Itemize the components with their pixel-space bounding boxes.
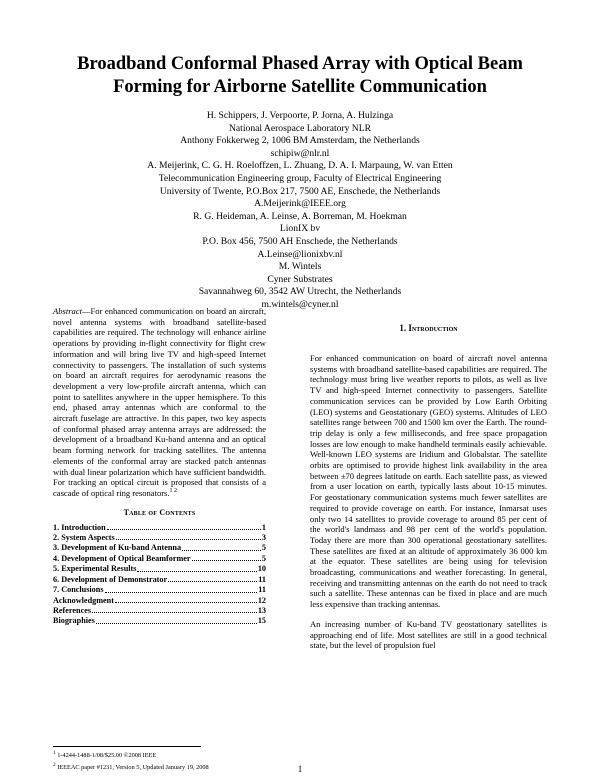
intro-paragraph-1: For enhanced communication on board of aircraft novel antenna systems with broadband satellite-based capabilities are required. The technology must bring live weather reports to pilots, as well as live TV and high-speed Internet connectivity to passengers. Satellite communication services can be provided by Low Earth Orbiting (LEO) systems and Geostationary (GEO) systems. Altitudes of LEO satellites range between 700 and 1500 km over the Earth. The round-trip delay is only a few milliseconds, and free space propagation losses are low enough to make handheld terminals easily achievable. Well-known LEO systems are Iridium and Globalstar. The satellite orbits are optimised to provide highest link availability in the area between ±70 degrees latitude on earth. Each satellite pass, as viewed from a user location on earth, typically lasts about 10-15 minutes. For geostationary communication systems much fewer satellites are required to provide coverage on earth. For instance, Inmarsat uses only two 14 satellites to provide coverage to around 85 per cent of the world's landmass and 98 per cent of the world's population. Today there are more than 300 operational geostationary satellites. These satellites are fixed at an altitude of approximately 36 000 km at the equator. These satellites are being using for television broadcasting, communications and weather forecasting. In general, receiving and transmitting antennas on the earth do not need to track such a satellite. These antennas can be fixed in place and are much less expensive than tracking antennas.: [310, 353, 547, 610]
author-line: A. Meijerink, C. G. H. Roeloffzen, L. Zhuang, D. A. I. Marpaung, W. van Etten: [147, 160, 453, 172]
email-line: schipiw@nlr.nl: [270, 147, 330, 159]
author-line: R. G. Heideman, A. Leinse, A. Borreman, M. Hoekman: [193, 210, 407, 222]
toc-leader: [192, 554, 261, 561]
address-line: P.O. Box 456, 7500 AH Enschede, the Netherlands: [202, 235, 398, 247]
address-line: Anthony Fokkerweg 2, 1006 BM Amsterdam, the Netherlands: [180, 135, 420, 147]
author-line: M. Wintels: [278, 261, 322, 273]
toc-entry: [53, 596, 266, 606]
section-heading-introduction: 1. Introduction: [399, 323, 458, 333]
author-block: [60, 110, 540, 312]
toc-heading: Table of Contents: [123, 507, 196, 517]
address-line: University of Twente, P.O.Box 217, 7500 AE, Enschede, the Netherlands: [159, 185, 441, 197]
toc-entry-page: 10: [257, 564, 266, 574]
toc-entry-title: Biographies: [53, 616, 95, 626]
toc-entry: [53, 606, 266, 616]
toc-entry: [53, 543, 266, 553]
toc-leader: [116, 533, 261, 540]
toc-entry-page: 12: [257, 595, 266, 605]
author-line: H. Schippers, J. Verpoorte, P. Jorna, A. Hulzinga: [206, 110, 394, 121]
toc-entry-title: 7. Conclusions: [53, 585, 104, 595]
intro-paragraph-2: An increasing number of Ku-band TV geostationary satellites is approaching end of life. Most satellites are still in a good technical state, but the level of propulsion fuel: [310, 618, 547, 651]
footnote-rule: [53, 746, 201, 747]
toc-entry: [53, 575, 266, 585]
toc-entry: [53, 616, 266, 626]
footnote-2-mark: 2: [53, 761, 56, 768]
toc-leader: [96, 616, 257, 623]
toc-entry-title: 6. Development of Demonstrator: [53, 574, 168, 584]
paper-title: [40, 53, 560, 99]
toc-entry: [53, 564, 266, 574]
email-line: m.wintels@cyner.nl: [261, 298, 339, 310]
footnote-2-text: IEEEAC paper #1231, Version 5, Updated January 19, 2008: [57, 763, 209, 771]
toc-leader: [115, 596, 257, 603]
toc-leader: [182, 543, 261, 550]
footnote-1: [53, 749, 266, 761]
page-number: 1: [297, 764, 303, 774]
toc-leader: [107, 523, 261, 530]
toc-entry-page: 5: [261, 543, 266, 553]
left-column: [53, 306, 266, 627]
toc-leader: [168, 575, 257, 582]
toc-entry: [53, 585, 266, 595]
email-line: A.Leinse@lionixbv.nl: [257, 248, 343, 260]
affiliation-line: Telecommunication Engineering group, Faculty of Electrical Engineering: [158, 172, 442, 184]
abstract-text: —For enhanced communication on board an aircraft, novel antenna systems with broadband satellite-based capabilities are required. The technology will enhance airline operations by providing in-flight connectivity for flight crew information and will bring live TV and high-speed Internet connectivity to passengers. The installation of such systems on board an aircraft requires for aerodynamic reasons the development a very low-profile aircraft antenna, which can point to satellites anywhere in the upper hemisphere. To this end, phased array antennas which are conformal to the aircraft fuselage are attractive. In this paper, two key aspects of conformal phased array antenna arrays are addressed: the development of a broadband Ku-band antenna and an optical beam forming network for tracking satellites. The antenna elements of the conformal array are stacked patch antennas with dual linear polarization which have sufficient bandwidth. For tracking an optical circuit is proposed that consists of a cascade of optical ring resonators.: [53, 306, 266, 498]
toc-entry-title: 2. System Aspects: [53, 533, 115, 543]
toc-entry-title: 4. Development of Optical Beamformer: [53, 553, 191, 563]
toc-entry-title: 1. Introduction: [53, 522, 106, 532]
title-line-1: Broadband Conformal Phased Array with Optical Beam: [77, 54, 523, 74]
affiliation-line: Cyner Substrates: [267, 273, 333, 285]
abstract-label: Abstract: [53, 306, 82, 316]
toc-entry-page: 5: [261, 553, 266, 563]
table-of-contents: [53, 523, 266, 627]
toc-entry-title: 5. Experimental Results: [53, 564, 137, 574]
abstract-footnote-marks: 1 2: [169, 488, 178, 495]
toc-entry-page: 15: [257, 616, 266, 626]
toc-leader: [105, 585, 258, 592]
toc-entry: [53, 523, 266, 533]
toc-entry-page: 11: [258, 574, 266, 584]
footnote-1-text: 1-4244-1488-1/08/$25.00 ©2008 IEEE: [57, 752, 157, 760]
toc-entry: [53, 554, 266, 564]
address-line: Savannahweg 60, 3542 AW Utrecht, the Netherlands: [198, 286, 402, 298]
toc-entry-page: 1: [261, 522, 266, 532]
right-column: [310, 306, 547, 651]
toc-entry-page: 13: [257, 605, 266, 615]
toc-entry-title: Acknowledgment: [53, 595, 114, 605]
abstract: [53, 306, 266, 499]
title-line-2: Forming for Airborne Satellite Communication: [113, 77, 487, 97]
affiliation-line: National Aerospace Laboratory NLR: [229, 122, 371, 134]
email-line: A.Meijerink@IEEE.org: [254, 198, 346, 210]
footnote-1-mark: 1: [53, 750, 56, 756]
affiliation-line: LionIX bv: [279, 223, 321, 235]
toc-leader: [92, 606, 257, 613]
toc-entry-title: References: [53, 605, 92, 615]
toc-entry-page: 11: [258, 585, 266, 595]
toc-entry: [53, 533, 266, 543]
toc-entry-page: 3: [261, 533, 266, 543]
toc-leader: [137, 564, 256, 571]
toc-entry-title: 3. Development of Ku-band Antenna: [53, 543, 182, 553]
